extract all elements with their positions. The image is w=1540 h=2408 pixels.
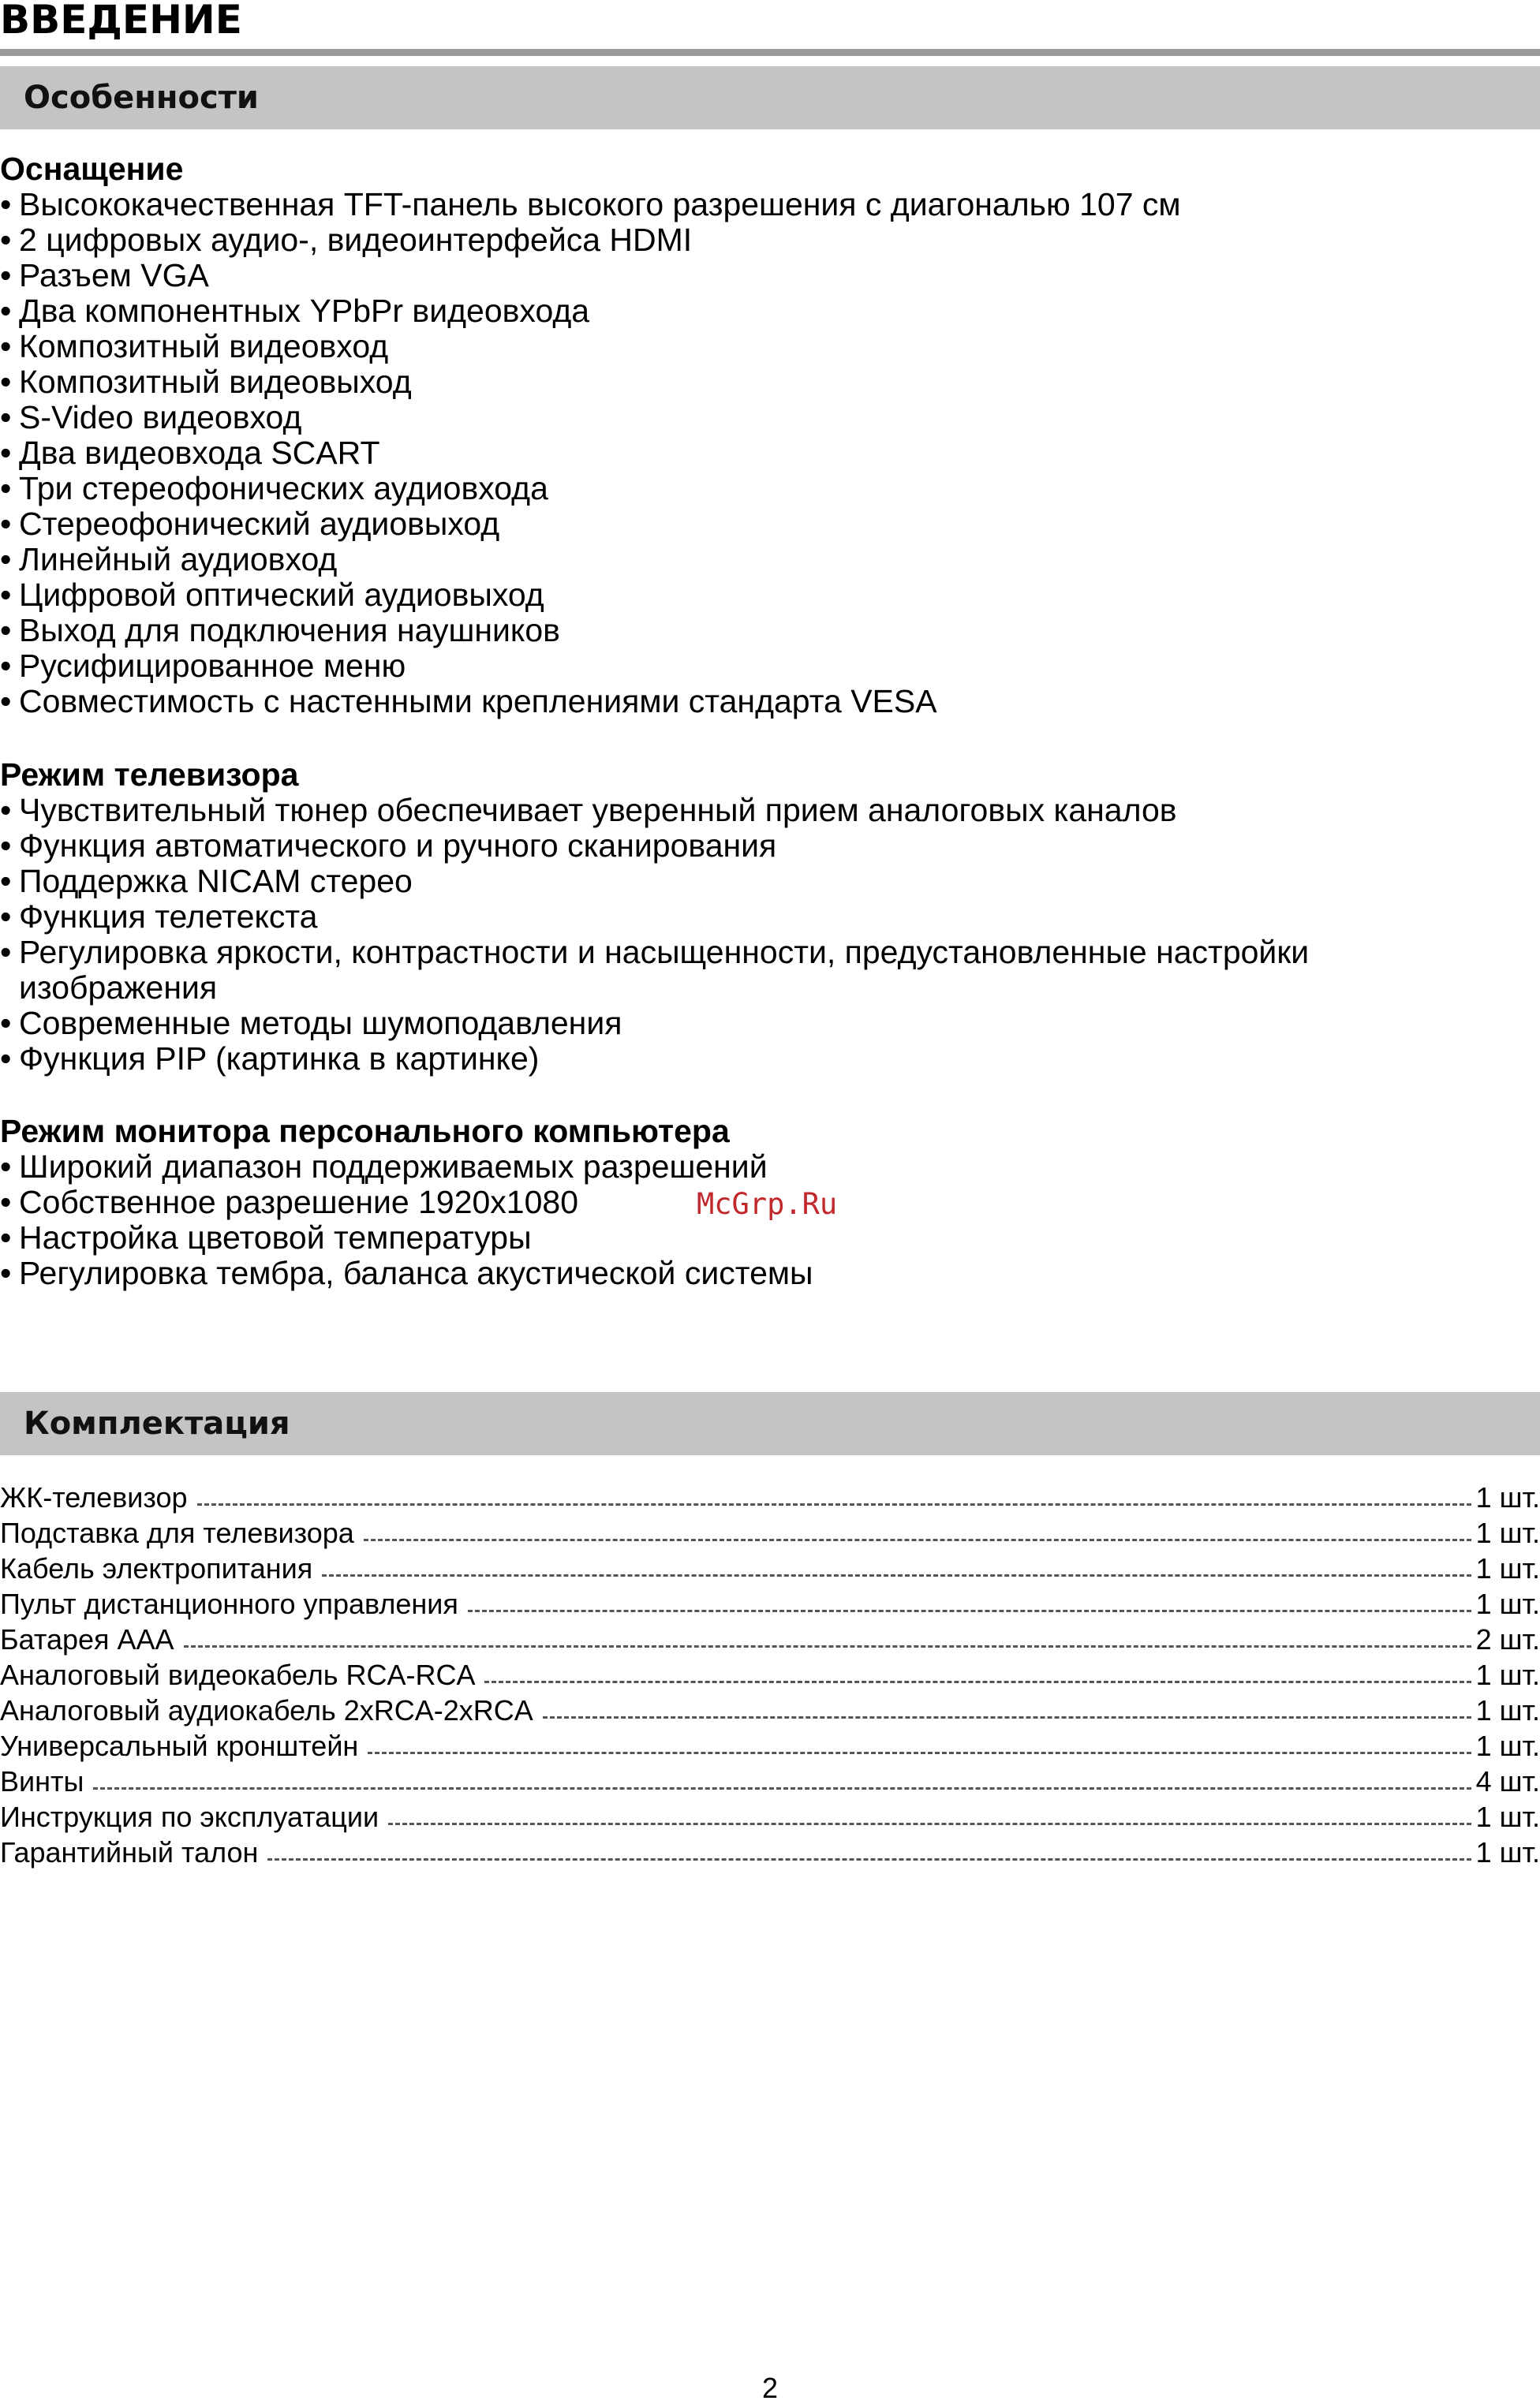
kit-item-qty: 1 шт. (1475, 1588, 1540, 1620)
dotted-leader (93, 1787, 1471, 1790)
kit-item-qty: 1 шт. (1475, 1659, 1540, 1691)
list-item: • Современные методы шумоподавления (0, 1006, 1531, 1041)
dotted-leader (388, 1823, 1471, 1825)
list-item: • Цифровой оптический аудиовыход (0, 577, 1531, 613)
kit-item-qty: 1 шт. (1475, 1801, 1540, 1833)
kit-item-qty: 1 шт. (1475, 1836, 1540, 1869)
list-item: • Функция телетекста (0, 899, 1531, 935)
list-item: • Выход для подключения наушников (0, 613, 1531, 648)
feature-list-equipment (0, 187, 1531, 719)
list-item: • Высококачественная TFT-панель высокого разрешения с диагональю 107 см (0, 187, 1531, 222)
list-item: • Функция PIP (картинка в картинке) (0, 1041, 1531, 1077)
kit-row (0, 1728, 1540, 1764)
dotted-leader (364, 1539, 1471, 1541)
dotted-leader (267, 1858, 1471, 1861)
list-item: • Совместимость с настенными креплениями стандарта VESA (0, 684, 1531, 719)
list-item: • Регулировка тембра, баланса акустической системы (0, 1256, 1531, 1291)
list-item: • S-Video видеовход (0, 400, 1531, 435)
list-item: • Функция автоматического и ручного сканирования (0, 828, 1531, 864)
section-title-features: Особенности (24, 80, 259, 116)
dotted-leader (197, 1503, 1471, 1506)
list-item: • Поддержка NICAM стерео (0, 864, 1531, 899)
kit-item-qty: 1 шт. (1475, 1552, 1540, 1585)
list-item: • Широкий диапазон поддерживаемых разрешений (0, 1149, 1531, 1185)
list-item: • Композитный видеовход (0, 329, 1531, 364)
kit-item-name: Универсальный кронштейн (0, 1730, 359, 1762)
kit-item-qty: 1 шт. (1475, 1517, 1540, 1549)
kit-item-name: Инструкция по эксплуатации (0, 1801, 379, 1833)
kit-item-name: Батарея AAA (0, 1623, 174, 1656)
list-item: • Собственное разрешение 1920x1080 (0, 1185, 1531, 1220)
kit-row (0, 1799, 1540, 1835)
kit-item-qty: 2 шт. (1475, 1623, 1540, 1656)
kit-item-name: Аналоговый видеокабель RCA-RCA (0, 1659, 476, 1691)
section-bar-kit (0, 1392, 1540, 1455)
kit-row (0, 1835, 1540, 1870)
kit-item-name: Пульт дистанционного управления (0, 1588, 458, 1620)
list-item: • Два компонентных YPbPr видеовхода (0, 293, 1531, 329)
kit-row (0, 1586, 1540, 1622)
page-heading: ВВЕДЕНИЕ (0, 0, 242, 43)
heading-rule (0, 49, 1540, 56)
kit-item-name: Аналоговый аудиокабель 2xRCA-2xRCA (0, 1694, 533, 1727)
list-item: • Два видеовхода SCART (0, 435, 1531, 471)
dotted-leader (184, 1645, 1471, 1648)
kit-row (0, 1515, 1540, 1551)
dotted-leader (468, 1610, 1471, 1612)
group-title-tv-mode: Режим телевизора (0, 756, 299, 793)
group-title-equipment: Оснащение (0, 151, 184, 187)
page-number: 2 (761, 2372, 779, 2404)
kit-row (0, 1764, 1540, 1799)
kit-row (0, 1657, 1540, 1693)
section-bar-features (0, 66, 1540, 129)
kit-item-name: ЖК-телевизор (0, 1481, 188, 1514)
kit-item-name: Винты (0, 1765, 84, 1798)
kit-item-qty: 1 шт. (1475, 1481, 1540, 1514)
kit-item-name: Гарантийный талон (0, 1836, 259, 1869)
kit-item-qty: 4 шт. (1475, 1765, 1540, 1798)
list-item: • Стереофонический аудиовыход (0, 506, 1531, 542)
feature-list-tv-mode (0, 793, 1531, 1077)
kit-item-name: Кабель электропитания (0, 1552, 313, 1585)
section-title-kit: Комплектация (24, 1406, 290, 1442)
list-item: • Чувствительный тюнер обеспечивает уверенный прием аналоговых каналов (0, 793, 1531, 828)
list-item: • Три стереофонических аудиовхода (0, 471, 1531, 506)
group-title-pc-monitor-mode: Режим монитора персонального компьютера (0, 1113, 730, 1149)
list-item: • Регулировка яркости, контрастности и насыщенности, предустановленные настройки изображения (0, 935, 1463, 1006)
watermark-text: McGrp.Ru (697, 1187, 838, 1221)
kit-item-name: Подставка для телевизора (0, 1517, 354, 1549)
list-item: • 2 цифровых аудио-, видеоинтерфейса HDMI (0, 222, 1531, 258)
list-item: • Настройка цветовой температуры (0, 1220, 1531, 1256)
dotted-leader (368, 1752, 1471, 1754)
list-item: • Линейный аудиовход (0, 542, 1531, 577)
kit-row (0, 1693, 1540, 1728)
kit-item-qty: 1 шт. (1475, 1694, 1540, 1727)
list-item: • Разъем VGA (0, 258, 1531, 293)
kit-list (0, 1480, 1540, 1870)
kit-row (0, 1480, 1540, 1515)
list-item: • Русифицированное меню (0, 648, 1531, 684)
kit-row (0, 1622, 1540, 1657)
dotted-leader (543, 1716, 1471, 1719)
dotted-leader (322, 1574, 1471, 1577)
kit-row (0, 1551, 1540, 1586)
dotted-leader (484, 1681, 1471, 1683)
list-item: • Композитный видеовыход (0, 364, 1531, 400)
kit-item-qty: 1 шт. (1475, 1730, 1540, 1762)
